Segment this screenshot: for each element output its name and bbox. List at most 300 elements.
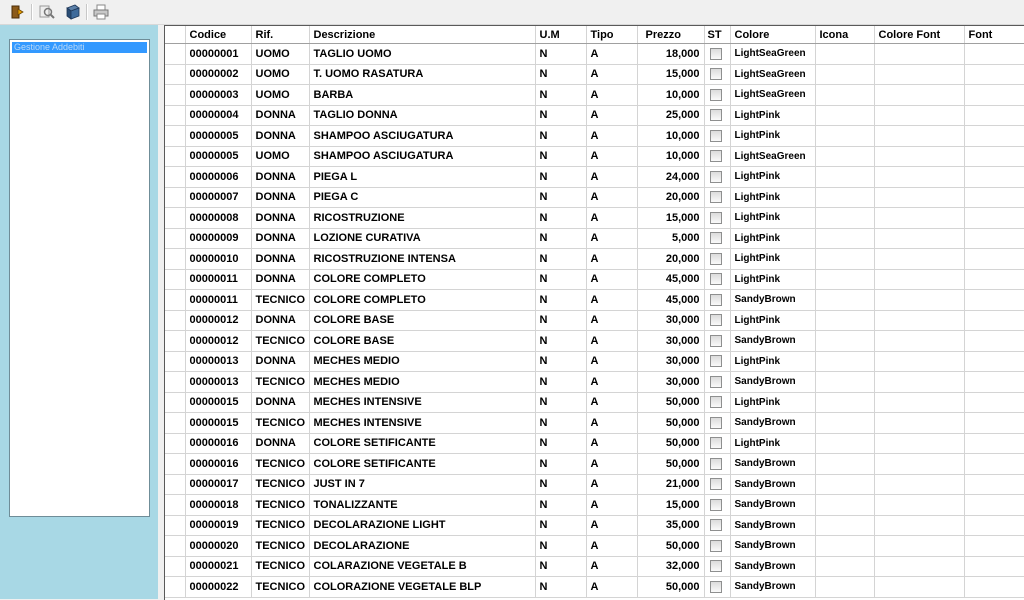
table-row[interactable] bbox=[165, 310, 1024, 331]
st-checkbox[interactable] bbox=[710, 355, 722, 367]
table-row[interactable] bbox=[165, 577, 1024, 598]
row-header[interactable] bbox=[165, 208, 185, 229]
cell-colore[interactable]: LightPink bbox=[730, 351, 815, 372]
cell-codice[interactable]: 00000015 bbox=[185, 413, 251, 434]
cell-prezzo[interactable]: 50,000 bbox=[637, 433, 704, 454]
cell-tipo[interactable]: A bbox=[586, 413, 637, 434]
st-checkbox[interactable] bbox=[710, 48, 722, 60]
cell-rif[interactable]: TECNICO bbox=[251, 577, 309, 598]
cell-font[interactable] bbox=[964, 474, 1024, 495]
table-row[interactable] bbox=[165, 392, 1024, 413]
cell-tipo[interactable]: A bbox=[586, 126, 637, 147]
cell-font[interactable] bbox=[964, 310, 1024, 331]
table-row[interactable] bbox=[165, 269, 1024, 290]
cell-font[interactable] bbox=[964, 372, 1024, 393]
cell-codice[interactable]: 00000005 bbox=[185, 126, 251, 147]
cell-prezzo[interactable]: 10,000 bbox=[637, 146, 704, 167]
table-row[interactable] bbox=[165, 105, 1024, 126]
cell-rif[interactable]: DONNA bbox=[251, 228, 309, 249]
row-header[interactable] bbox=[165, 474, 185, 495]
cell-colore[interactable]: LightPink bbox=[730, 228, 815, 249]
row-header[interactable] bbox=[165, 454, 185, 475]
cell-colore-font[interactable] bbox=[874, 85, 964, 106]
st-checkbox[interactable] bbox=[710, 540, 722, 552]
table-row[interactable] bbox=[165, 536, 1024, 557]
table-row[interactable] bbox=[165, 167, 1024, 188]
cell-colore-font[interactable] bbox=[874, 187, 964, 208]
cell-descrizione[interactable]: JUST IN 7 bbox=[309, 474, 535, 495]
cell-prezzo[interactable]: 20,000 bbox=[637, 187, 704, 208]
cell-tipo[interactable]: A bbox=[586, 495, 637, 516]
cell-colore-font[interactable] bbox=[874, 310, 964, 331]
st-checkbox[interactable] bbox=[710, 376, 722, 388]
cell-font[interactable] bbox=[964, 126, 1024, 147]
st-checkbox[interactable] bbox=[710, 191, 722, 203]
cell-font[interactable] bbox=[964, 556, 1024, 577]
cell-codice[interactable]: 00000006 bbox=[185, 167, 251, 188]
cell-colore-font[interactable] bbox=[874, 126, 964, 147]
cell-font[interactable] bbox=[964, 249, 1024, 270]
cell-um[interactable]: N bbox=[535, 269, 586, 290]
cell-st[interactable] bbox=[704, 495, 730, 516]
row-header[interactable] bbox=[165, 85, 185, 106]
cell-codice[interactable]: 00000017 bbox=[185, 474, 251, 495]
cell-colore-font[interactable] bbox=[874, 474, 964, 495]
cell-rif[interactable]: DONNA bbox=[251, 126, 309, 147]
row-header[interactable] bbox=[165, 290, 185, 311]
cell-colore[interactable]: LightPink bbox=[730, 187, 815, 208]
column-header-font[interactable]: Font bbox=[964, 26, 1024, 44]
cell-descrizione[interactable]: BARBA bbox=[309, 85, 535, 106]
cell-st[interactable] bbox=[704, 515, 730, 536]
cell-st[interactable] bbox=[704, 536, 730, 557]
cell-colore-font[interactable] bbox=[874, 372, 964, 393]
cell-icona[interactable] bbox=[815, 454, 874, 475]
cell-rif[interactable]: DONNA bbox=[251, 105, 309, 126]
column-header-colore[interactable]: Colore bbox=[730, 26, 815, 44]
cell-codice[interactable]: 00000015 bbox=[185, 392, 251, 413]
cell-um[interactable]: N bbox=[535, 413, 586, 434]
cell-tipo[interactable]: A bbox=[586, 249, 637, 270]
cell-tipo[interactable]: A bbox=[586, 64, 637, 85]
cell-tipo[interactable]: A bbox=[586, 269, 637, 290]
cell-colore-font[interactable] bbox=[874, 413, 964, 434]
cell-um[interactable]: N bbox=[535, 187, 586, 208]
cell-icona[interactable] bbox=[815, 372, 874, 393]
cell-tipo[interactable]: A bbox=[586, 351, 637, 372]
cell-colore[interactable]: LightPink bbox=[730, 167, 815, 188]
cell-tipo[interactable]: A bbox=[586, 331, 637, 352]
table-row[interactable] bbox=[165, 515, 1024, 536]
cell-icona[interactable] bbox=[815, 146, 874, 167]
cell-icona[interactable] bbox=[815, 515, 874, 536]
st-checkbox[interactable] bbox=[710, 89, 722, 101]
st-checkbox[interactable] bbox=[710, 519, 722, 531]
cell-um[interactable]: N bbox=[535, 556, 586, 577]
cell-rif[interactable]: TECNICO bbox=[251, 495, 309, 516]
cell-um[interactable]: N bbox=[535, 577, 586, 598]
cell-font[interactable] bbox=[964, 167, 1024, 188]
st-checkbox[interactable] bbox=[710, 314, 722, 326]
cell-um[interactable]: N bbox=[535, 146, 586, 167]
cell-rif[interactable]: TECNICO bbox=[251, 515, 309, 536]
cell-colore[interactable]: SandyBrown bbox=[730, 515, 815, 536]
cell-rif[interactable]: UOMO bbox=[251, 146, 309, 167]
row-header[interactable] bbox=[165, 126, 185, 147]
cell-um[interactable]: N bbox=[535, 249, 586, 270]
cell-codice[interactable]: 00000022 bbox=[185, 577, 251, 598]
cell-colore[interactable]: SandyBrown bbox=[730, 474, 815, 495]
column-header-icona[interactable]: Icona bbox=[815, 26, 874, 44]
cell-rif[interactable]: TECNICO bbox=[251, 556, 309, 577]
cell-prezzo[interactable]: 24,000 bbox=[637, 167, 704, 188]
cell-prezzo[interactable]: 15,000 bbox=[637, 208, 704, 229]
column-header-um[interactable]: U.M bbox=[535, 26, 586, 44]
cell-prezzo[interactable]: 35,000 bbox=[637, 515, 704, 536]
st-checkbox[interactable] bbox=[710, 109, 722, 121]
cell-rif[interactable]: TECNICO bbox=[251, 454, 309, 475]
cell-descrizione[interactable]: PIEGA C bbox=[309, 187, 535, 208]
cell-codice[interactable]: 00000013 bbox=[185, 372, 251, 393]
table-row[interactable] bbox=[165, 187, 1024, 208]
cell-um[interactable]: N bbox=[535, 372, 586, 393]
cell-st[interactable] bbox=[704, 85, 730, 106]
cell-icona[interactable] bbox=[815, 187, 874, 208]
cell-st[interactable] bbox=[704, 331, 730, 352]
cell-icona[interactable] bbox=[815, 269, 874, 290]
cell-icona[interactable] bbox=[815, 126, 874, 147]
cell-colore[interactable]: LightPink bbox=[730, 126, 815, 147]
cell-codice[interactable]: 00000001 bbox=[185, 44, 251, 65]
cell-prezzo[interactable]: 30,000 bbox=[637, 372, 704, 393]
row-header[interactable] bbox=[165, 577, 185, 598]
cell-codice[interactable]: 00000010 bbox=[185, 249, 251, 270]
cell-st[interactable] bbox=[704, 64, 730, 85]
cell-tipo[interactable]: A bbox=[586, 85, 637, 106]
row-header[interactable] bbox=[165, 310, 185, 331]
cell-colore-font[interactable] bbox=[874, 331, 964, 352]
cell-rif[interactable]: DONNA bbox=[251, 310, 309, 331]
cell-font[interactable] bbox=[964, 228, 1024, 249]
row-header[interactable] bbox=[165, 146, 185, 167]
print-icon[interactable] bbox=[91, 3, 111, 21]
cell-font[interactable] bbox=[964, 413, 1024, 434]
cell-icona[interactable] bbox=[815, 495, 874, 516]
cell-codice[interactable]: 00000009 bbox=[185, 228, 251, 249]
cell-descrizione[interactable]: MECHES INTENSIVE bbox=[309, 413, 535, 434]
cell-colore[interactable]: SandyBrown bbox=[730, 577, 815, 598]
cell-icona[interactable] bbox=[815, 413, 874, 434]
row-header[interactable] bbox=[165, 372, 185, 393]
row-header[interactable] bbox=[165, 536, 185, 557]
cell-codice[interactable]: 00000021 bbox=[185, 556, 251, 577]
cell-colore-font[interactable] bbox=[874, 44, 964, 65]
cell-st[interactable] bbox=[704, 413, 730, 434]
column-header-prezzo[interactable]: Prezzo bbox=[637, 26, 704, 44]
cell-colore[interactable]: LightPink bbox=[730, 208, 815, 229]
cell-tipo[interactable]: A bbox=[586, 515, 637, 536]
cell-um[interactable]: N bbox=[535, 392, 586, 413]
cell-descrizione[interactable]: COLORE BASE bbox=[309, 310, 535, 331]
cell-colore-font[interactable] bbox=[874, 228, 964, 249]
cell-tipo[interactable]: A bbox=[586, 577, 637, 598]
cell-rif[interactable]: TECNICO bbox=[251, 331, 309, 352]
cell-tipo[interactable]: A bbox=[586, 44, 637, 65]
cell-st[interactable] bbox=[704, 433, 730, 454]
cell-colore-font[interactable] bbox=[874, 167, 964, 188]
cell-font[interactable] bbox=[964, 290, 1024, 311]
cell-colore-font[interactable] bbox=[874, 64, 964, 85]
cell-colore-font[interactable] bbox=[874, 536, 964, 557]
row-header[interactable] bbox=[165, 331, 185, 352]
cell-prezzo[interactable]: 15,000 bbox=[637, 64, 704, 85]
cell-tipo[interactable]: A bbox=[586, 105, 637, 126]
row-header[interactable] bbox=[165, 413, 185, 434]
cell-rif[interactable]: DONNA bbox=[251, 249, 309, 270]
cell-rif[interactable]: UOMO bbox=[251, 85, 309, 106]
cell-um[interactable]: N bbox=[535, 495, 586, 516]
cell-icona[interactable] bbox=[815, 351, 874, 372]
cell-rif[interactable]: DONNA bbox=[251, 208, 309, 229]
cell-codice[interactable]: 00000005 bbox=[185, 146, 251, 167]
cell-descrizione[interactable]: PIEGA L bbox=[309, 167, 535, 188]
cell-st[interactable] bbox=[704, 146, 730, 167]
cell-icona[interactable] bbox=[815, 290, 874, 311]
cell-codice[interactable]: 00000011 bbox=[185, 269, 251, 290]
cell-colore-font[interactable] bbox=[874, 351, 964, 372]
row-header[interactable] bbox=[165, 167, 185, 188]
st-checkbox[interactable] bbox=[710, 294, 722, 306]
st-checkbox[interactable] bbox=[710, 335, 722, 347]
cell-st[interactable] bbox=[704, 392, 730, 413]
table-row[interactable] bbox=[165, 44, 1024, 65]
cell-st[interactable] bbox=[704, 44, 730, 65]
cell-rif[interactable]: DONNA bbox=[251, 351, 309, 372]
cell-um[interactable]: N bbox=[535, 290, 586, 311]
cell-st[interactable] bbox=[704, 474, 730, 495]
cell-prezzo[interactable]: 25,000 bbox=[637, 105, 704, 126]
table-row[interactable] bbox=[165, 474, 1024, 495]
cell-tipo[interactable]: A bbox=[586, 556, 637, 577]
cell-rif[interactable]: TECNICO bbox=[251, 372, 309, 393]
cell-colore-font[interactable] bbox=[874, 515, 964, 536]
cell-descrizione[interactable]: MECHES MEDIO bbox=[309, 351, 535, 372]
cell-colore-font[interactable] bbox=[874, 495, 964, 516]
navigation-tree[interactable] bbox=[9, 39, 150, 517]
cell-tipo[interactable]: A bbox=[586, 146, 637, 167]
cell-codice[interactable]: 00000012 bbox=[185, 310, 251, 331]
cell-st[interactable] bbox=[704, 228, 730, 249]
cell-colore-font[interactable] bbox=[874, 269, 964, 290]
cell-prezzo[interactable]: 10,000 bbox=[637, 126, 704, 147]
cell-prezzo[interactable]: 50,000 bbox=[637, 392, 704, 413]
cell-um[interactable]: N bbox=[535, 454, 586, 475]
cell-st[interactable] bbox=[704, 290, 730, 311]
column-header-codice[interactable]: Codice bbox=[185, 26, 251, 44]
row-header[interactable] bbox=[165, 495, 185, 516]
st-checkbox[interactable] bbox=[710, 560, 722, 572]
table-row[interactable] bbox=[165, 208, 1024, 229]
cell-descrizione[interactable]: TAGLIO UOMO bbox=[309, 44, 535, 65]
column-header-descrizione[interactable]: Descrizione bbox=[309, 26, 535, 44]
cell-um[interactable]: N bbox=[535, 331, 586, 352]
save-icon[interactable] bbox=[63, 3, 83, 21]
cell-font[interactable] bbox=[964, 351, 1024, 372]
table-row[interactable] bbox=[165, 413, 1024, 434]
row-header[interactable] bbox=[165, 187, 185, 208]
cell-tipo[interactable]: A bbox=[586, 310, 637, 331]
row-header[interactable] bbox=[165, 228, 185, 249]
st-checkbox[interactable] bbox=[710, 458, 722, 470]
cell-um[interactable]: N bbox=[535, 64, 586, 85]
table-row[interactable] bbox=[165, 85, 1024, 106]
cell-font[interactable] bbox=[964, 85, 1024, 106]
data-grid[interactable] bbox=[164, 25, 1024, 600]
cell-codice[interactable]: 00000016 bbox=[185, 433, 251, 454]
row-header[interactable] bbox=[165, 269, 185, 290]
cell-font[interactable] bbox=[964, 515, 1024, 536]
cell-rif[interactable]: DONNA bbox=[251, 167, 309, 188]
cell-st[interactable] bbox=[704, 556, 730, 577]
row-header[interactable] bbox=[165, 392, 185, 413]
cell-descrizione[interactable]: DECOLARAZIONE LIGHT bbox=[309, 515, 535, 536]
table-row[interactable] bbox=[165, 454, 1024, 475]
table-row[interactable] bbox=[165, 146, 1024, 167]
cell-um[interactable]: N bbox=[535, 228, 586, 249]
cell-colore[interactable]: LightPink bbox=[730, 392, 815, 413]
cell-codice[interactable]: 00000016 bbox=[185, 454, 251, 475]
cell-colore-font[interactable] bbox=[874, 146, 964, 167]
cell-um[interactable]: N bbox=[535, 167, 586, 188]
cell-descrizione[interactable]: COLORE COMPLETO bbox=[309, 290, 535, 311]
cell-colore-font[interactable] bbox=[874, 556, 964, 577]
cell-descrizione[interactable]: MECHES INTENSIVE bbox=[309, 392, 535, 413]
cell-font[interactable] bbox=[964, 44, 1024, 65]
cell-st[interactable] bbox=[704, 208, 730, 229]
cell-font[interactable] bbox=[964, 577, 1024, 598]
cell-um[interactable]: N bbox=[535, 126, 586, 147]
row-header[interactable] bbox=[165, 105, 185, 126]
cell-prezzo[interactable]: 45,000 bbox=[637, 290, 704, 311]
cell-codice[interactable]: 00000011 bbox=[185, 290, 251, 311]
table-row[interactable] bbox=[165, 331, 1024, 352]
table-row[interactable] bbox=[165, 495, 1024, 516]
cell-colore[interactable]: SandyBrown bbox=[730, 536, 815, 557]
cell-descrizione[interactable]: TAGLIO DONNA bbox=[309, 105, 535, 126]
cell-prezzo[interactable]: 5,000 bbox=[637, 228, 704, 249]
st-checkbox[interactable] bbox=[710, 437, 722, 449]
cell-tipo[interactable]: A bbox=[586, 454, 637, 475]
cell-descrizione[interactable]: TONALIZZANTE bbox=[309, 495, 535, 516]
cell-codice[interactable]: 00000003 bbox=[185, 85, 251, 106]
cell-icona[interactable] bbox=[815, 556, 874, 577]
cell-st[interactable] bbox=[704, 454, 730, 475]
cell-colore-font[interactable] bbox=[874, 290, 964, 311]
cell-codice[interactable]: 00000004 bbox=[185, 105, 251, 126]
cell-tipo[interactable]: A bbox=[586, 290, 637, 311]
cell-icona[interactable] bbox=[815, 44, 874, 65]
cell-rif[interactable]: UOMO bbox=[251, 64, 309, 85]
row-header[interactable] bbox=[165, 64, 185, 85]
st-checkbox[interactable] bbox=[710, 171, 722, 183]
cell-icona[interactable] bbox=[815, 64, 874, 85]
cell-colore[interactable]: LightSeaGreen bbox=[730, 64, 815, 85]
cell-font[interactable] bbox=[964, 433, 1024, 454]
table-row[interactable] bbox=[165, 126, 1024, 147]
cell-descrizione[interactable]: SHAMPOO ASCIUGATURA bbox=[309, 146, 535, 167]
cell-font[interactable] bbox=[964, 208, 1024, 229]
cell-colore-font[interactable] bbox=[874, 454, 964, 475]
cell-colore[interactable]: SandyBrown bbox=[730, 556, 815, 577]
cell-icona[interactable] bbox=[815, 536, 874, 557]
cell-colore[interactable]: LightPink bbox=[730, 249, 815, 270]
cell-codice[interactable]: 00000013 bbox=[185, 351, 251, 372]
cell-um[interactable]: N bbox=[535, 208, 586, 229]
cell-tipo[interactable]: A bbox=[586, 167, 637, 188]
cell-colore[interactable]: LightSeaGreen bbox=[730, 44, 815, 65]
cell-um[interactable]: N bbox=[535, 351, 586, 372]
cell-prezzo[interactable]: 10,000 bbox=[637, 85, 704, 106]
column-header-tipo[interactable]: Tipo bbox=[586, 26, 637, 44]
cell-prezzo[interactable]: 20,000 bbox=[637, 249, 704, 270]
cell-colore[interactable]: LightPink bbox=[730, 269, 815, 290]
cell-codice[interactable]: 00000018 bbox=[185, 495, 251, 516]
cell-font[interactable] bbox=[964, 105, 1024, 126]
cell-st[interactable] bbox=[704, 351, 730, 372]
cell-codice[interactable]: 00000012 bbox=[185, 331, 251, 352]
cell-colore[interactable]: LightPink bbox=[730, 310, 815, 331]
cell-um[interactable]: N bbox=[535, 536, 586, 557]
cell-font[interactable] bbox=[964, 536, 1024, 557]
row-header[interactable] bbox=[165, 351, 185, 372]
cell-st[interactable] bbox=[704, 310, 730, 331]
row-header[interactable] bbox=[165, 44, 185, 65]
cell-um[interactable]: N bbox=[535, 474, 586, 495]
cell-descrizione[interactable]: MECHES MEDIO bbox=[309, 372, 535, 393]
cell-colore[interactable]: SandyBrown bbox=[730, 413, 815, 434]
table-row[interactable] bbox=[165, 433, 1024, 454]
column-header-rif[interactable]: Rif. bbox=[251, 26, 309, 44]
cell-rif[interactable]: TECNICO bbox=[251, 290, 309, 311]
cell-um[interactable]: N bbox=[535, 515, 586, 536]
cell-colore-font[interactable] bbox=[874, 577, 964, 598]
cell-tipo[interactable]: A bbox=[586, 474, 637, 495]
cell-descrizione[interactable]: COLORE BASE bbox=[309, 331, 535, 352]
cell-colore[interactable]: SandyBrown bbox=[730, 454, 815, 475]
cell-descrizione[interactable]: T. UOMO RASATURA bbox=[309, 64, 535, 85]
table-row[interactable] bbox=[165, 249, 1024, 270]
cell-descrizione[interactable]: DECOLARAZIONE bbox=[309, 536, 535, 557]
cell-descrizione[interactable]: COLORE SETIFICANTE bbox=[309, 433, 535, 454]
cell-codice[interactable]: 00000008 bbox=[185, 208, 251, 229]
cell-icona[interactable] bbox=[815, 474, 874, 495]
cell-rif[interactable]: DONNA bbox=[251, 187, 309, 208]
table-row[interactable] bbox=[165, 372, 1024, 393]
cell-codice[interactable]: 00000007 bbox=[185, 187, 251, 208]
table-row[interactable] bbox=[165, 228, 1024, 249]
cell-icona[interactable] bbox=[815, 105, 874, 126]
cell-colore[interactable]: LightSeaGreen bbox=[730, 85, 815, 106]
cell-um[interactable]: N bbox=[535, 85, 586, 106]
cell-st[interactable] bbox=[704, 187, 730, 208]
cell-descrizione[interactable]: COLORE SETIFICANTE bbox=[309, 454, 535, 475]
cell-prezzo[interactable]: 30,000 bbox=[637, 351, 704, 372]
cell-icona[interactable] bbox=[815, 167, 874, 188]
st-checkbox[interactable] bbox=[710, 273, 722, 285]
cell-descrizione[interactable]: RICOSTRUZIONE INTENSA bbox=[309, 249, 535, 270]
cell-colore[interactable]: SandyBrown bbox=[730, 372, 815, 393]
cell-colore-font[interactable] bbox=[874, 433, 964, 454]
